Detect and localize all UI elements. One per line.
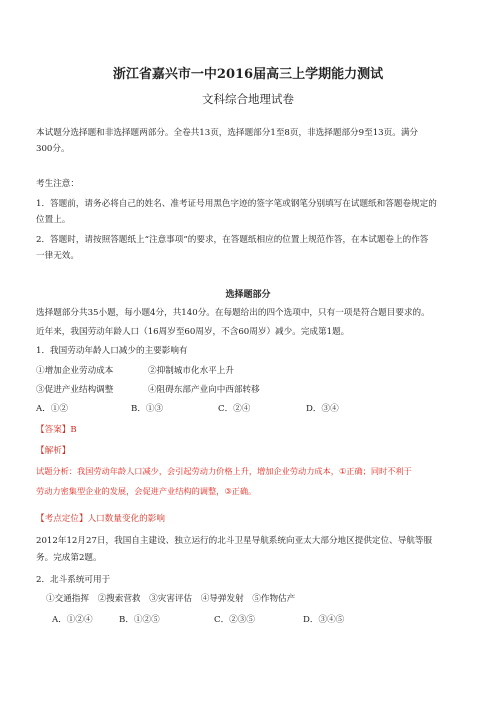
q1-point xyxy=(36,513,165,525)
notice-title: 考生注意： xyxy=(36,179,79,189)
exam-subtitle: 文科综合地理试卷 xyxy=(202,92,294,106)
intro-line-1: 本试题分选择题和非选择题两部分。全卷共13页，选择题部分1至8页，非选择题部分9至13页。满分 xyxy=(36,128,419,138)
q1-analysis-line-1: 试题分析：我国劳动年龄人口减少，会引起劳动力价格上升，增加企业劳动力成本，①正确；同时不利于 xyxy=(36,466,412,476)
q1-answer: 【答案】B xyxy=(36,425,77,435)
q1-point-label: 【考点定位】 xyxy=(36,514,88,524)
intro-line-2: 300分。 xyxy=(36,144,70,154)
notice-line-1: 1．答题前，请务必将自己的姓名、准考证号用黑色字迹的签字笔或钢笔分别填写在试题纸和答题卷规定的 xyxy=(36,199,437,209)
section-title: 选择题部分 xyxy=(225,290,271,300)
notice-line-3: 2．答题时，请按照答题纸上“注意事项”的要求，在答题纸相应的位置上规范作答，在本试题卷上的作答 xyxy=(36,235,429,245)
notice-line-4: 一律无效。 xyxy=(36,251,79,261)
q2-option-d: D．③④⑤ xyxy=(303,615,345,625)
q1-option-c: C．②④ xyxy=(218,404,251,414)
q1-option-b: B．①③ xyxy=(131,404,164,414)
material-2-line-2: 务。完成第2题。 xyxy=(36,553,102,563)
q1-option-d: D．③④ xyxy=(306,404,339,414)
q1-item-1: ①增加企业劳动成本 xyxy=(36,366,114,376)
q1-item-4: ④阻碍东部产业向中西部转移 xyxy=(148,385,260,395)
q1-point-text: 人口数量变化的影响 xyxy=(87,514,165,524)
q1-item-3: ③促进产业结构调整 xyxy=(36,385,114,395)
q1-item-2: ②抑制城市化水平上升 xyxy=(148,366,234,376)
q2-option-b: B．①②⑤ xyxy=(119,615,160,625)
q1-option-a: A．①② xyxy=(36,404,68,414)
q2-option-c: C．②③⑤ xyxy=(214,615,255,625)
q1-analysis-line-2: 劳动力密集型企业的发展，会促进产业结构的调整，③正确。 xyxy=(36,486,257,496)
q2-option-a: A．①②④ xyxy=(52,615,93,625)
material-2-line-1: 2012年12月27日，我国自主建设、独立运行的北斗卫星导航系统向亚太大部分地区提供定位、导航等服 xyxy=(36,536,433,546)
q1-analysis-label: 【解析】 xyxy=(36,446,71,456)
q1-stem: 1．我国劳动年龄人口减少的主要影响有 xyxy=(36,346,188,356)
section-intro: 选择题部分共35小题，每小题4分，共140分。在每题给出的四个选项中，只有一项是符合题目要求的。 xyxy=(36,308,430,318)
q2-items: ①交通指挥 ②搜索营救 ③灾害评估 ④导弹发射 ⑤作物估产 xyxy=(46,594,296,604)
exam-title: 浙江省嘉兴市一中2016届高三上学期能力测试 xyxy=(112,67,384,82)
notice-line-2: 位置上。 xyxy=(36,215,71,225)
material-1: 近年来，我国劳动年龄人口（16周岁至60周岁，不含60周岁）减少。完成第1题。 xyxy=(36,327,350,337)
q2-stem: 2．北斗系统可用于 xyxy=(36,575,111,585)
